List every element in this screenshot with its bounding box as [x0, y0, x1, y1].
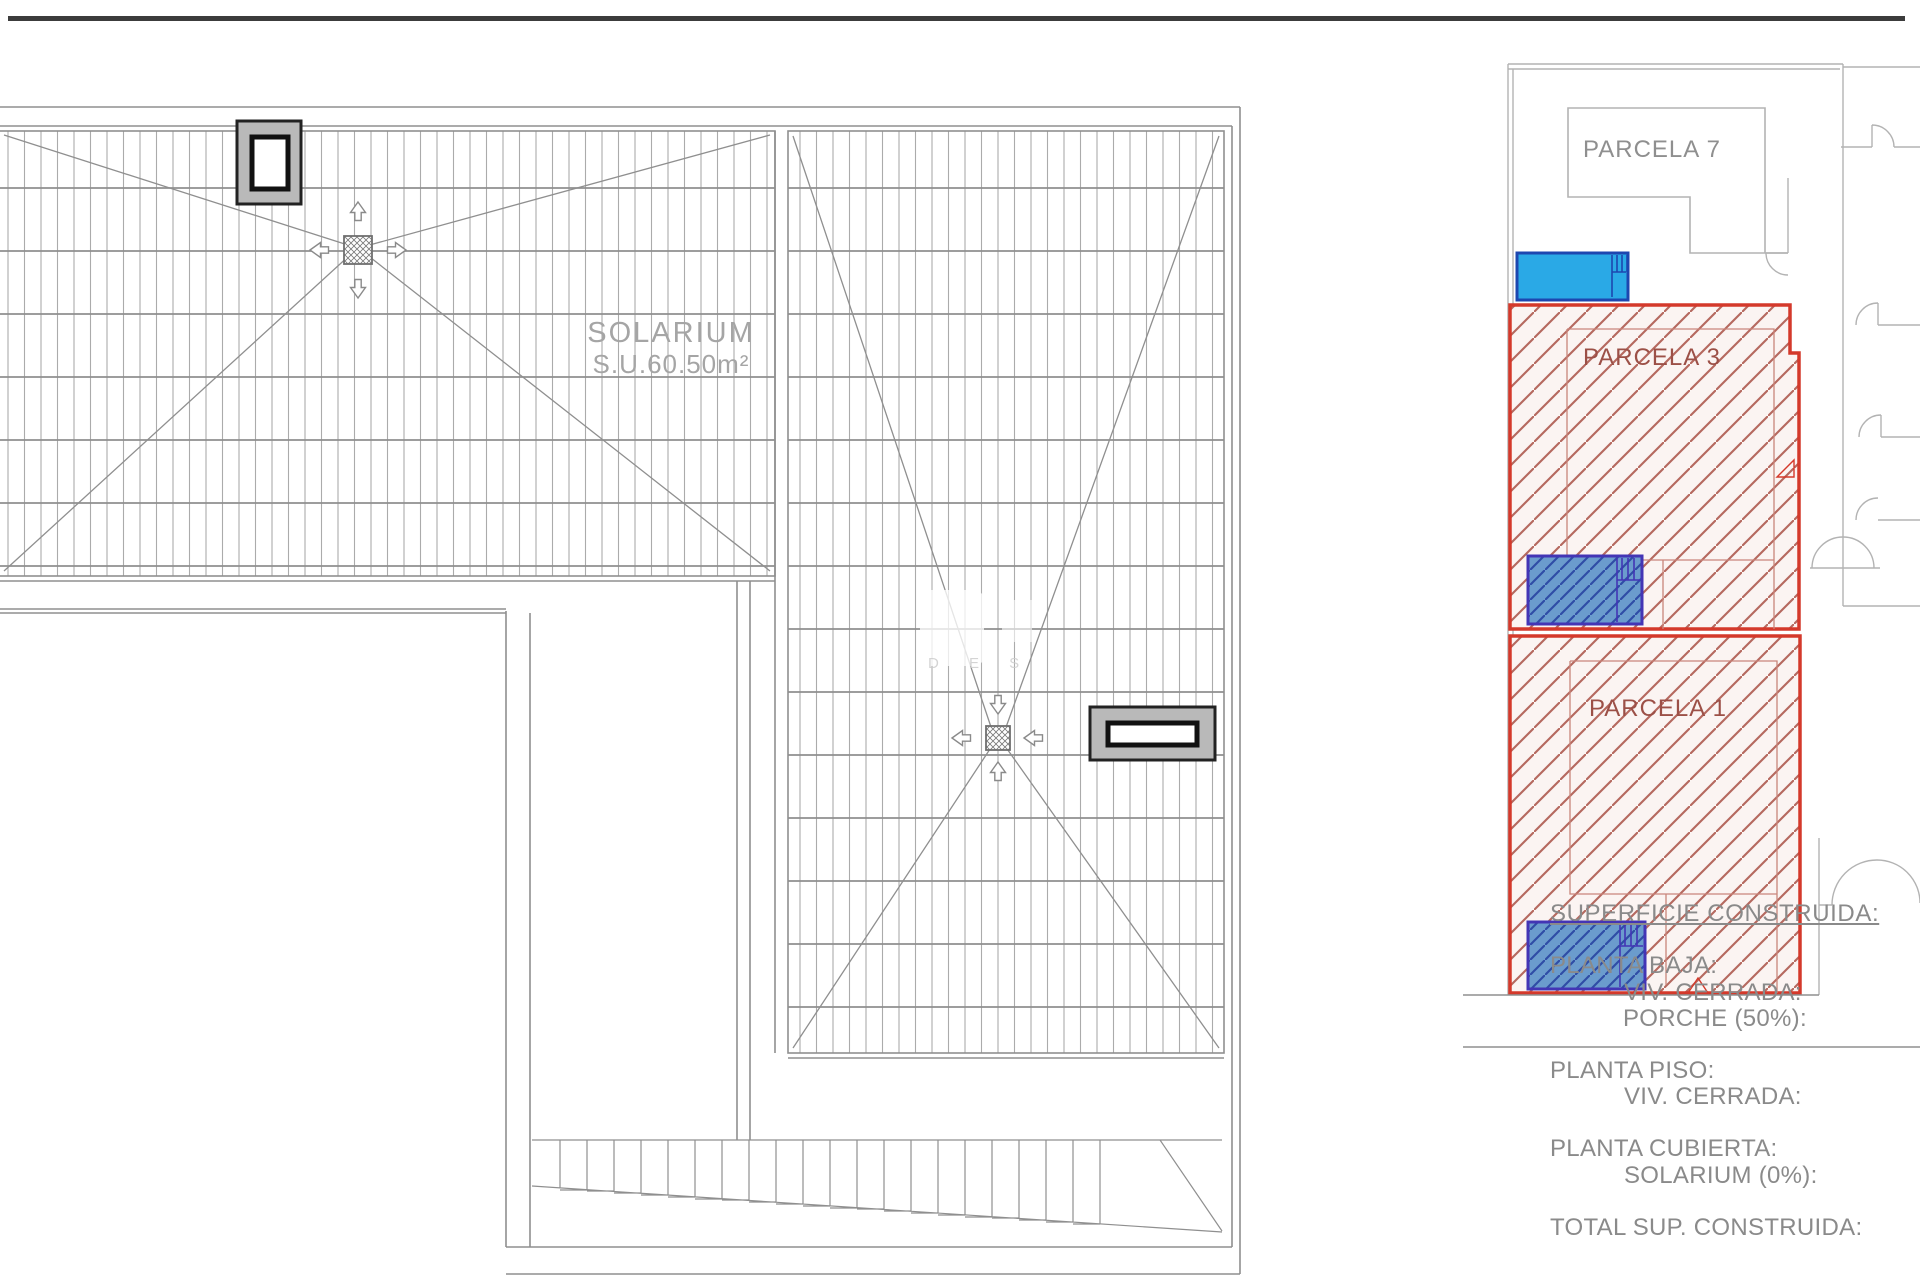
summary-row: VIV. CERRADA:	[1624, 1083, 1802, 1110]
summary-title: SUPERFICIE CONSTRUIDA:	[1550, 900, 1880, 927]
solarium-label: SOLARIUM	[587, 317, 755, 349]
summary-row: VIV. CERRADA:	[1624, 979, 1802, 1006]
roof-plan	[0, 107, 1240, 1274]
pool	[1528, 556, 1642, 624]
parcela-3-label: PARCELA 3	[1583, 344, 1721, 371]
stairs	[532, 1140, 1222, 1232]
top-rule	[8, 16, 1905, 21]
pool	[1517, 253, 1628, 300]
summary-row: PORCHE (50%):	[1623, 1005, 1807, 1032]
summary-row: SOLARIUM (0%):	[1624, 1162, 1818, 1189]
watermark-text: D E S	[928, 655, 1033, 672]
parcela-7-outline	[1568, 108, 1765, 253]
chimney-icon	[237, 121, 301, 204]
summary-row: TOTAL SUP. CONSTRUIDA:	[1550, 1214, 1863, 1241]
right-wing-hatch	[788, 131, 1224, 1053]
summary-row: PLANTA PISO:	[1550, 1057, 1715, 1084]
summary-row: PLANTA BAJA:	[1550, 952, 1718, 979]
solarium-area-label: S.U.60.50m²	[592, 349, 750, 379]
parcela-7-label: PARCELA 7	[1583, 136, 1721, 163]
summary-row: PLANTA CUBIERTA:	[1550, 1135, 1778, 1162]
parcela-1-label: PARCELA 1	[1589, 695, 1727, 722]
chimney-icon	[1090, 707, 1215, 760]
